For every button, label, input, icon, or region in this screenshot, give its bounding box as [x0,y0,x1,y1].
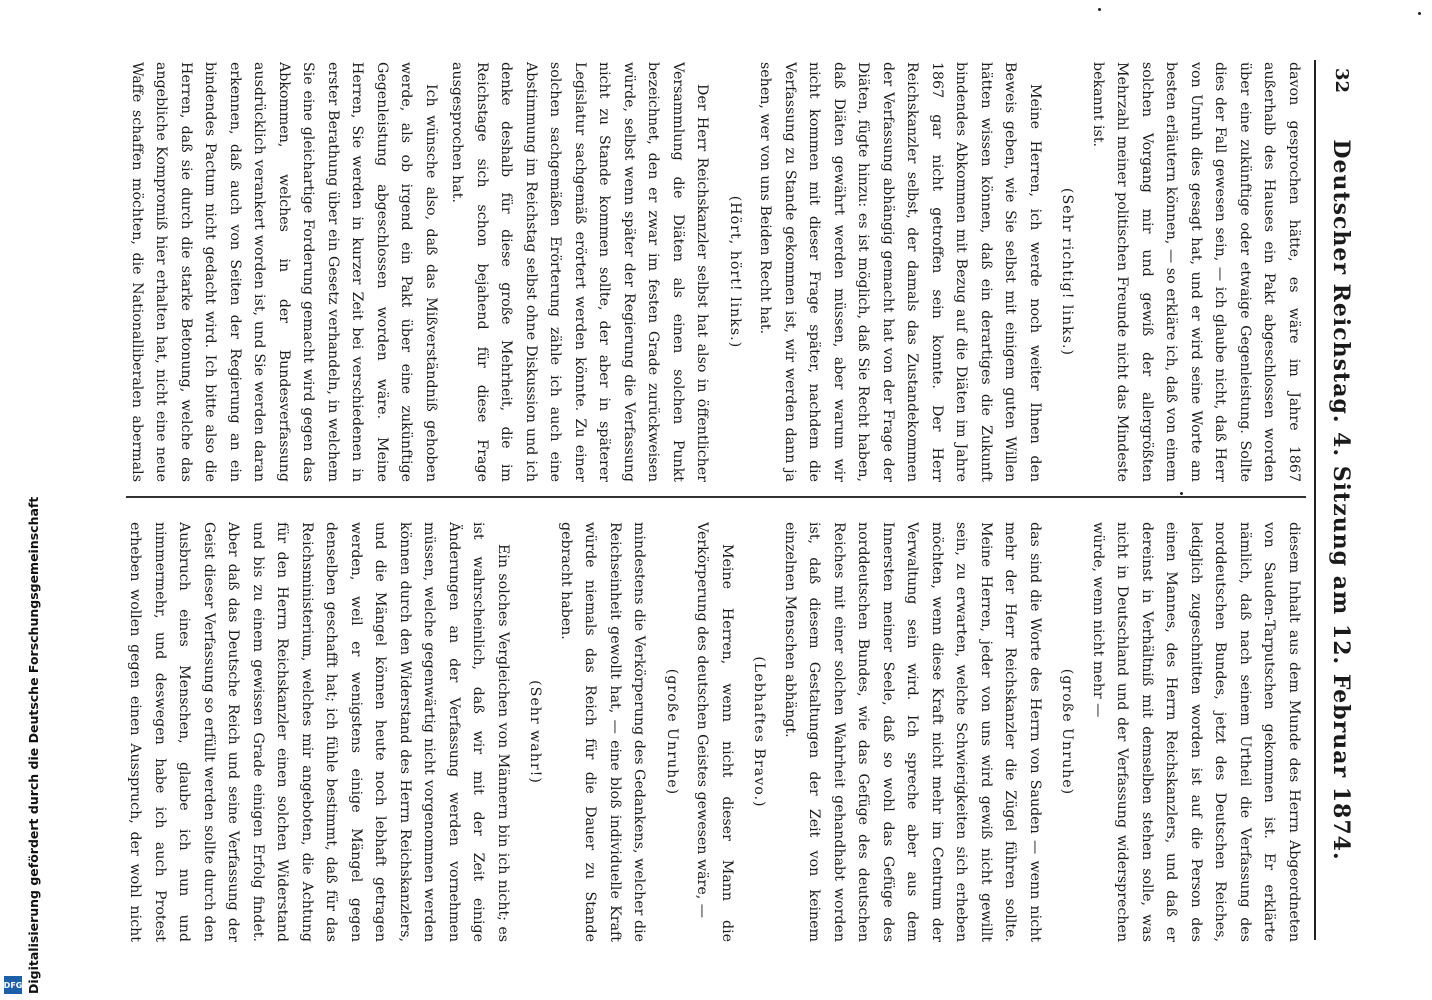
paragraph: Ich wünsche also, daß das Mißverständniß gehoben werde, als ob irgend ein Pakt über eine zukünftige Gegenleistung abgeschlossen worden wäre. Meine Herren, Sie werden in kurzer Zeit bei verschiedenen in erster Berathung über ein Gesetz verhandeln, in welchem Sie eine gleichartige Forderung gemacht wird gegen das Abkommen, welches in der Bundesverfassung ausdrücklich verankert worden ist, und Sie werden daran erkennen, daß auch von Seiten der Regierung an ein bindendes Pactum nicht gedacht wird. Ich bitte also die Herren, daß sie durch die starke Betonung, welche das angebliche Kompromiß hier erhalten hat, nicht eine neue Waffe schaffen möchten, die Nationalliberalen abermals [129,62,439,482]
column-divider [126,496,1306,498]
paragraph: Ein solches Vergleichen von Männern bin ich nicht; es ist wahrscheinlich, daß wir mit der Zeit einige Änderungen an der Verfassung werden vornehmen müssen, welche gegenwärtig nicht vorgenommen werden können durch den Widerstand des Herrn Reichskanzlers, und die Mängel können heute noch lebhaft getragen werden, weil er wenigstens einige Mängel gegen denselben geschafft hat; ich fühle bestimmt, daß für das Reichsministerium, welches mir angeboten, die Achtung für den Herrn Reichskanzler einen solchen Widerstand und bis zu einem gewissen Grade einigen Erfolg findet. Aber daß das Deutsche Reich und seine Verfassung der Geist dieser Verfassung so erfüllt werden sollte durch den Ausbruch eines Menschen, glaube ich nun und nimmermehr, und deswegen habe ich auch Protest erheben wollen gegen einen Ausspruch, der wohl nicht [127,522,511,942]
left-column [126,62,1306,482]
audience-reaction: (Lebhaftes Bravo.) [751,656,768,808]
paragraph: Meine Herren, ich werde noch weiter Ihnen den Beweis geben, wie Sie selbst mit einigem guten Willen hätten wissen können, daß ein derartiges die Zukunft bindendes Abkommen mit Bezug auf die Diäten im Jahre 1867 gar nicht getroffen sein konnte. Der Herr Reichskanzler selbst, der damals das Zustandekommen der Verfassung abhängig gemacht hat von der Frage der Diäten, fügte hinzu: es ist möglich, daß Sie Recht haben, daß Diäten gewährt werden müssen, aber warum wir nicht kommen mit dieser Frage später, nachdem die Verfassung zu Stande gekommen ist, wir werden dann ja sehen, wer von uns Beiden Recht hat. [757,62,1043,482]
digitization-footer [2,496,42,1000]
right-column [126,522,1306,942]
audience-reaction: (Hört, hört! links.) [727,195,743,349]
audience-reaction: (Sehr richtig! links.) [1059,187,1076,357]
digitization-note: Digitalisierung gefördert durch die Deutsche Forschungsgemeinschaft [26,496,41,994]
scan-speck [1180,492,1183,495]
page-number: 32 [1331,68,1352,94]
running-title: Deutscher Reichstag. 4. Sitzung am 12. Februar 1874. [1328,139,1354,861]
paragraph: diesem Inhalt aus dem Munde des Herrn Abgeordneten von Sauden-Tarputschen gekommen ist. Er erklärte nämlich, daß nach seinem Urtheil die Verfassung des norddeutschen Bundes, jetzt des Deutschen Reiches, lediglich zugeschnitten worden ist auf die Person des einen Mannes, des Herrn Reichskanzlers, und daß er dereinst in Verhältniß mit demselben stehen solle, was nicht in Deutschland und der Verfassung widersprechen würde, wenn nicht mehr — [1090,522,1302,942]
paragraph: davon gesprochen hätte, es wäre im Jahre 1867 außerhalb des Hauses ein Pakt abgeschlossen worden über eine zukünftige oder etwaige Gegenleistung. Sollte dies der Fall gewesen sein, — ich glaube nicht, daß Herr von Unruh dies gesagt hat, und er wird seine Worte am besten erläutern können, — so erkläre ich, daß von einem solchen Vorgang mir und gewiß der allergrößten Mehrzahl meiner politischen Freunde nicht das Mindeste bekannt ist. [1090,62,1302,482]
dfg-logo: DFG [4,976,22,994]
audience-reaction: (große Unruhe) [664,668,680,796]
paragraph: Meine Herren, wenn nicht dieser Mann die Verkörperung des deutschen Geistes gewesen wäre, — [694,522,735,942]
paragraph: mindestens die Verkörperung des Gedankens, welcher die Reichseinheit gewollt hat, — eine bloß individuelle Kraft würde niemals das Reich für die Dauer zu Stande gebracht haben. [558,522,648,942]
scan-speck [1098,8,1101,11]
page-header [1314,60,1362,940]
paragraph: das sind die Worte des Herrn von Sauden — wenn nicht mehr der Herr Reichskanzler die Zügel führen sollte. Meine Herren, jeder von uns wird gewiß nicht gewillt sein, zu erwarten, welche Schwierigkeiten sich erheben möchten, wenn diese Kraft nicht mehr im Centrum der Verwaltung sein wird. Ich spreche aber aus dem Innersten meiner Seele, daß so wohl das Gefüge des norddeutschen Bundes, wie das Gefüge des deutschen Reiches mit einer solchen Wahrheit gehandhabt worden ist, daß diesem Gestaltungen der Zeit von keinem einzelnen Menschen abhängt. [782,522,1043,942]
paragraph: Der Herr Reichskanzler selbst hat also in öffentlicher Versammlung die Diäten als einen solchen Punkt bezeichnet, den er zwar im festen Grade zurückweisen würde, selbst wenn später der Regierung die Verfassung nicht zu Stande kommen sollte, der aber in späterer Legislatur sachgemäß erörtert werden könnte. Zu einer solchen sachgemäßen Erörterung zähle ich auch eine Abstimmung im Reichstag selbst ohne Diskussion und ich denke deshalb für diese große Mehrheit, die im Reichstage sich schon bejahend für diese Frage ausgesprochen hat. [449,62,711,482]
scan-speck [1418,12,1421,15]
audience-reaction: (Sehr wahr!) [527,680,544,784]
audience-reaction: (große Unruhe) [1059,668,1076,796]
